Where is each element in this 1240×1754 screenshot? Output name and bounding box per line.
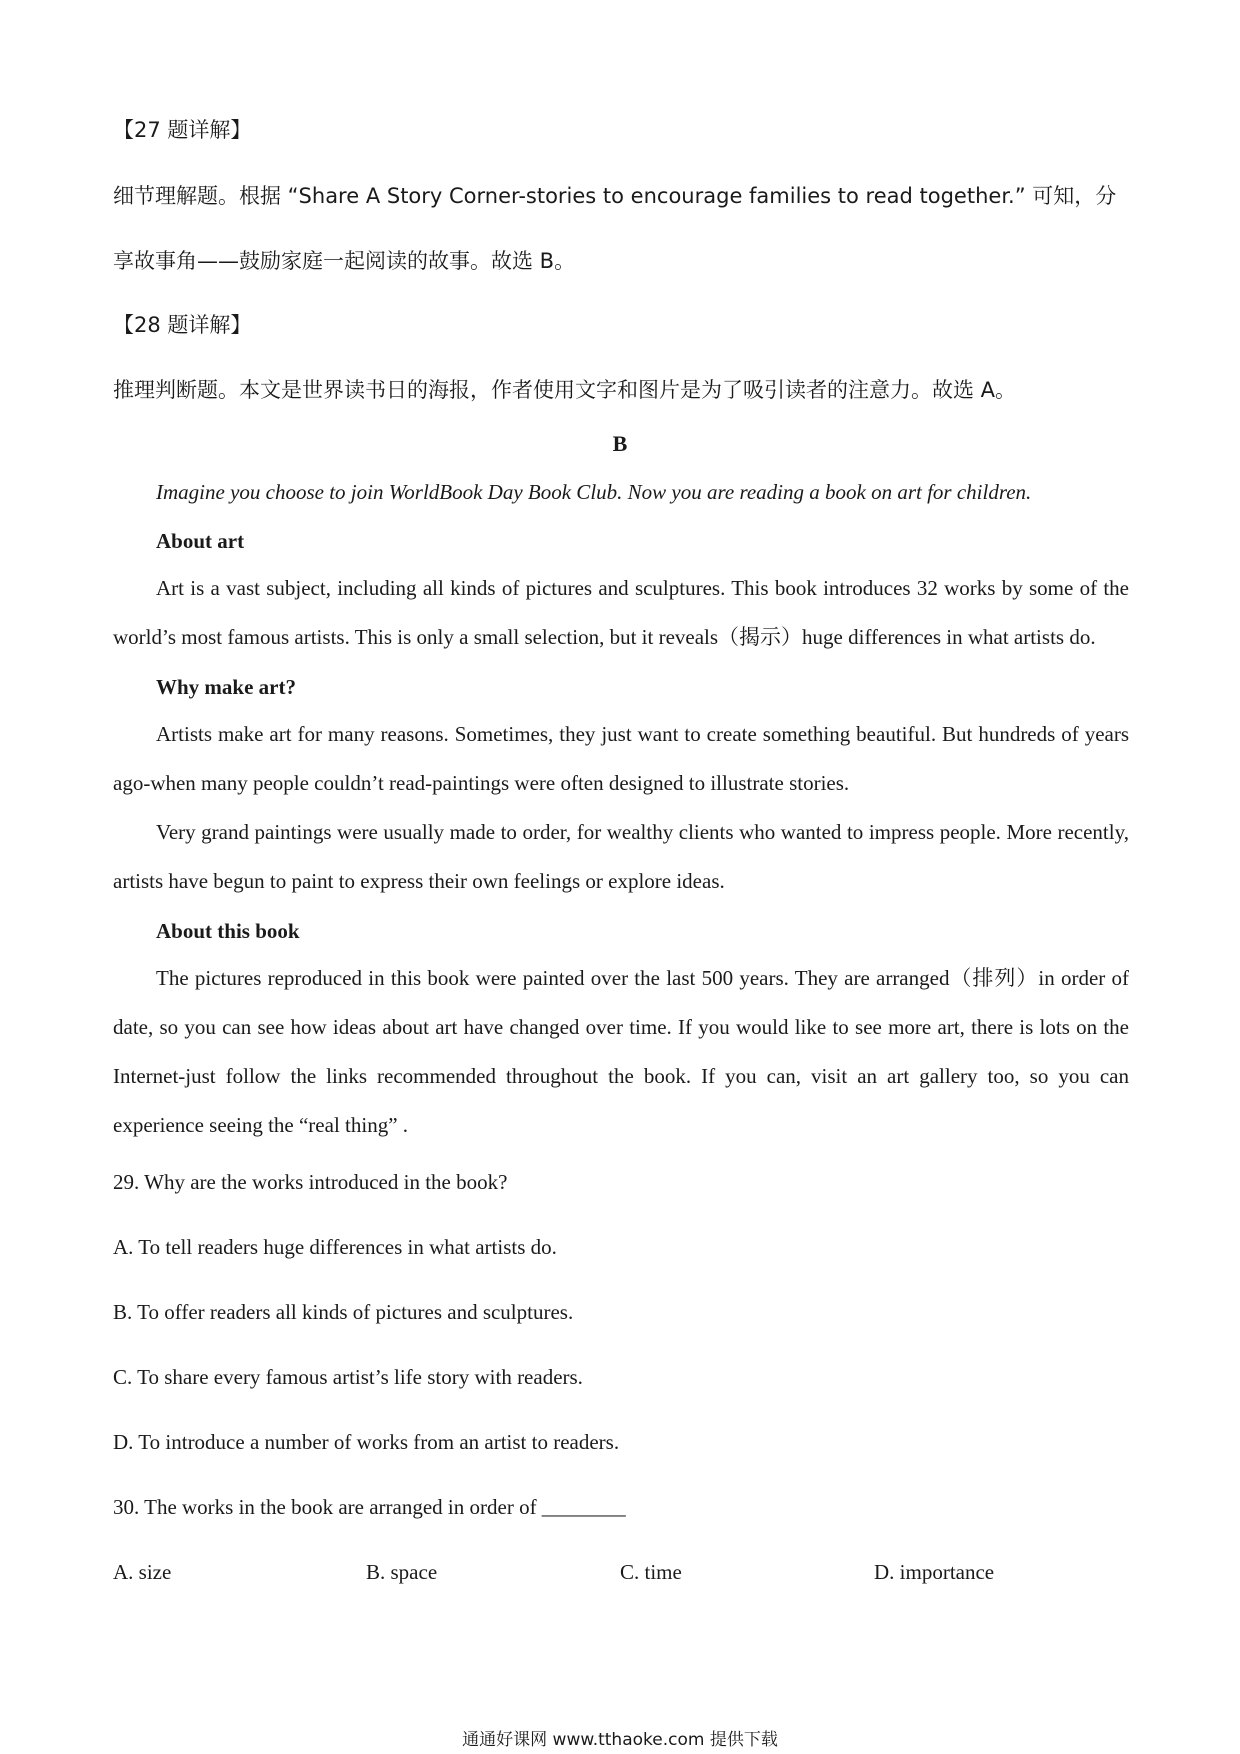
- q30-option-d: D. importance: [874, 1560, 995, 1584]
- about-art-heading: About art: [156, 529, 245, 553]
- q27-explanation-heading: 【27 题详解】: [113, 118, 252, 142]
- passage-letter: B: [612, 431, 628, 456]
- why-make-art-heading: Why make art?: [156, 675, 296, 699]
- q27-explanation-line-1: 细节理解题。根据 “Share A Story Corner-stories to encourage families to read together.” 可知，分: [113, 184, 1117, 208]
- q28-explanation-heading: 【28 题详解】: [113, 313, 252, 337]
- passage-intro: Imagine you choose to join WorldBook Day Book Club. Now you are reading a book on art for children.: [156, 480, 1032, 504]
- about-art-text: Art is a vast subject, including all kinds of pictures and sculptures. This book introduces 32 works by some of the world’s most famous artists. This is only a small selection, but it reveals（揭示）huge differences in what artists do.: [113, 576, 1129, 649]
- q29-option-a: A. To tell readers huge differences in what artists do.: [113, 1235, 557, 1259]
- q30-question: 30. The works in the book are arranged in order of ________: [113, 1495, 626, 1519]
- about-this-book-heading: About this book: [156, 919, 300, 943]
- q30-option-a: A. size: [113, 1560, 172, 1584]
- about-this-book-text: The pictures reproduced in this book were painted over the last 500 years. They are arranged（排列）in order of date, so you can see how ideas about art have changed over time. If you would like to see more art, there is lots on the Internet-just follow the links recommended throughout the book. If you can, visit an art gallery too, so you can experience seeing the “real thing” .: [113, 966, 1129, 1137]
- q30-option-b: B. space: [366, 1560, 438, 1584]
- q29-option-b: B. To offer readers all kinds of pictures and sculptures.: [113, 1300, 574, 1324]
- q27-explanation-line-2: 享故事角——鼓励家庭一起阅读的故事。故选 B。: [113, 249, 576, 273]
- why-make-art-text-1: Artists make art for many reasons. Sometimes, they just want to create something beautiful. But hundreds of years ago-when many people couldn’t read-paintings were often designed to illustrate stories.: [113, 722, 1129, 795]
- why-make-art-text-2: Very grand paintings were usually made to order, for wealthy clients who wanted to impress people. More recently, artists have begun to paint to express their own feelings or explore ideas.: [113, 820, 1129, 893]
- q29-option-c: C. To share every famous artist’s life story with readers.: [113, 1365, 583, 1389]
- q29-question: 29. Why are the works introduced in the book?: [113, 1170, 508, 1194]
- q30-option-c: C. time: [620, 1560, 682, 1584]
- q29-option-d: D. To introduce a number of works from an artist to readers.: [113, 1430, 620, 1454]
- q28-explanation-line-1: 推理判断题。本文是世界读书日的海报，作者使用文字和图片是为了吸引读者的注意力。故选 A。: [113, 378, 1017, 402]
- footer-watermark: 通通好课网 www.tthaoke.com 提供下载: [462, 1730, 778, 1750]
